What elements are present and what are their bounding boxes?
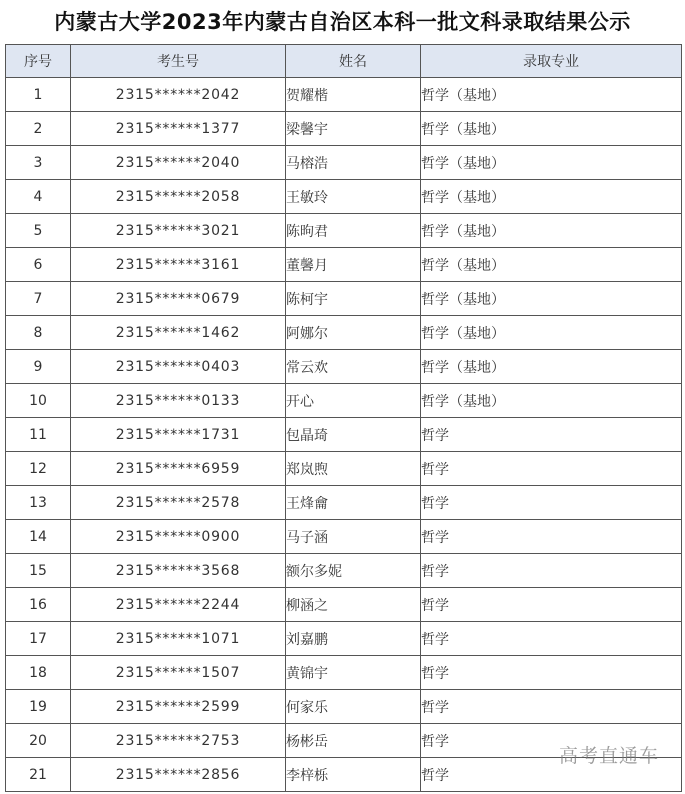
table-header	[6, 45, 682, 78]
cell-name: 包晶琦	[286, 418, 421, 452]
table-row	[6, 146, 682, 180]
table-row	[6, 180, 682, 214]
cell-seq: 1	[6, 78, 71, 112]
cell-major: 哲学（基地）	[421, 112, 682, 146]
cell-name: 马子涵	[286, 520, 421, 554]
cell-seq: 17	[6, 622, 71, 656]
cell-major: 哲学	[421, 622, 682, 656]
column-header-name: 姓名	[286, 45, 421, 78]
cell-exam-number: 2315******1071	[71, 622, 286, 656]
cell-name: 阿娜尔	[286, 316, 421, 350]
cell-major: 哲学	[421, 588, 682, 622]
table-row	[6, 214, 682, 248]
cell-seq: 15	[6, 554, 71, 588]
cell-major: 哲学（基地）	[421, 78, 682, 112]
cell-exam-number: 2315******6959	[71, 452, 286, 486]
table-row	[6, 282, 682, 316]
cell-seq: 4	[6, 180, 71, 214]
cell-name: 梁馨宇	[286, 112, 421, 146]
cell-name: 常云欢	[286, 350, 421, 384]
cell-major: 哲学（基地）	[421, 214, 682, 248]
cell-name: 李梓栎	[286, 758, 421, 792]
cell-seq: 7	[6, 282, 71, 316]
cell-exam-number: 2315******0679	[71, 282, 286, 316]
cell-major: 哲学	[421, 520, 682, 554]
cell-exam-number: 2315******0403	[71, 350, 286, 384]
table-row	[6, 384, 682, 418]
cell-major: 哲学	[421, 452, 682, 486]
cell-exam-number: 2315******2753	[71, 724, 286, 758]
cell-seq: 9	[6, 350, 71, 384]
cell-name: 王烽龠	[286, 486, 421, 520]
cell-seq: 18	[6, 656, 71, 690]
cell-major: 哲学	[421, 690, 682, 724]
cell-seq: 5	[6, 214, 71, 248]
cell-exam-number: 2315******1507	[71, 656, 286, 690]
table-row	[6, 418, 682, 452]
cell-name: 额尔多妮	[286, 554, 421, 588]
cell-exam-number: 2315******2244	[71, 588, 286, 622]
table-row	[6, 656, 682, 690]
table-row	[6, 520, 682, 554]
cell-name: 刘嘉鹏	[286, 622, 421, 656]
cell-major: 哲学（基地）	[421, 282, 682, 316]
column-header-major: 录取专业	[421, 45, 682, 78]
table-row	[6, 588, 682, 622]
cell-exam-number: 2315******3568	[71, 554, 286, 588]
cell-exam-number: 2315******2058	[71, 180, 286, 214]
column-header-seq: 序号	[6, 45, 71, 78]
cell-name: 郑岚煦	[286, 452, 421, 486]
cell-name: 贺耀楷	[286, 78, 421, 112]
cell-exam-number: 2315******2599	[71, 690, 286, 724]
cell-seq: 2	[6, 112, 71, 146]
watermark: 高考直通车	[558, 745, 659, 767]
cell-exam-number: 2315******2040	[71, 146, 286, 180]
cell-major: 哲学	[421, 724, 682, 758]
table-row	[6, 452, 682, 486]
cell-major: 哲学（基地）	[421, 146, 682, 180]
cell-exam-number: 2315******2856	[71, 758, 286, 792]
table-row	[6, 554, 682, 588]
cell-name: 陈柯宇	[286, 282, 421, 316]
cell-name: 王敏玲	[286, 180, 421, 214]
table-row	[6, 316, 682, 350]
cell-exam-number: 2315******1462	[71, 316, 286, 350]
cell-seq: 12	[6, 452, 71, 486]
table-row	[6, 112, 682, 146]
table-header-row	[6, 45, 682, 78]
table-row	[6, 690, 682, 724]
cell-major: 哲学（基地）	[421, 180, 682, 214]
cell-name: 何家乐	[286, 690, 421, 724]
cell-major: 哲学（基地）	[421, 384, 682, 418]
cell-name: 开心	[286, 384, 421, 418]
cell-major: 哲学	[421, 656, 682, 690]
cell-seq: 21	[6, 758, 71, 792]
cell-seq: 6	[6, 248, 71, 282]
cell-name: 杨彬岳	[286, 724, 421, 758]
table-row	[6, 78, 682, 112]
cell-major: 哲学	[421, 486, 682, 520]
cell-major: 哲学（基地）	[421, 350, 682, 384]
cell-exam-number: 2315******1731	[71, 418, 286, 452]
column-header-exam-number: 考生号	[71, 45, 286, 78]
cell-seq: 10	[6, 384, 71, 418]
cell-exam-number: 2315******0133	[71, 384, 286, 418]
admission-results-table	[5, 44, 682, 792]
cell-seq: 8	[6, 316, 71, 350]
cell-exam-number: 2315******0900	[71, 520, 286, 554]
cell-name: 柳涵之	[286, 588, 421, 622]
cell-exam-number: 2315******2042	[71, 78, 286, 112]
cell-seq: 20	[6, 724, 71, 758]
cell-major: 哲学（基地）	[421, 248, 682, 282]
cell-seq: 13	[6, 486, 71, 520]
cell-major: 哲学	[421, 554, 682, 588]
page-title: 内蒙古大学2023年内蒙古自治区本科一批文科录取结果公示	[54, 10, 631, 34]
cell-exam-number: 2315******1377	[71, 112, 286, 146]
cell-major: 哲学（基地）	[421, 316, 682, 350]
cell-major: 哲学	[421, 758, 682, 792]
table-row	[6, 486, 682, 520]
cell-major: 哲学	[421, 418, 682, 452]
cell-name: 黄锦宇	[286, 656, 421, 690]
cell-seq: 3	[6, 146, 71, 180]
cell-seq: 14	[6, 520, 71, 554]
cell-seq: 19	[6, 690, 71, 724]
cell-exam-number: 2315******2578	[71, 486, 286, 520]
cell-name: 马榕浩	[286, 146, 421, 180]
cell-seq: 11	[6, 418, 71, 452]
table-body	[6, 78, 682, 792]
cell-name: 陈昫君	[286, 214, 421, 248]
table-row	[6, 248, 682, 282]
table-row	[6, 622, 682, 656]
cell-exam-number: 2315******3021	[71, 214, 286, 248]
cell-name: 董馨月	[286, 248, 421, 282]
cell-seq: 16	[6, 588, 71, 622]
cell-exam-number: 2315******3161	[71, 248, 286, 282]
table-row	[6, 350, 682, 384]
